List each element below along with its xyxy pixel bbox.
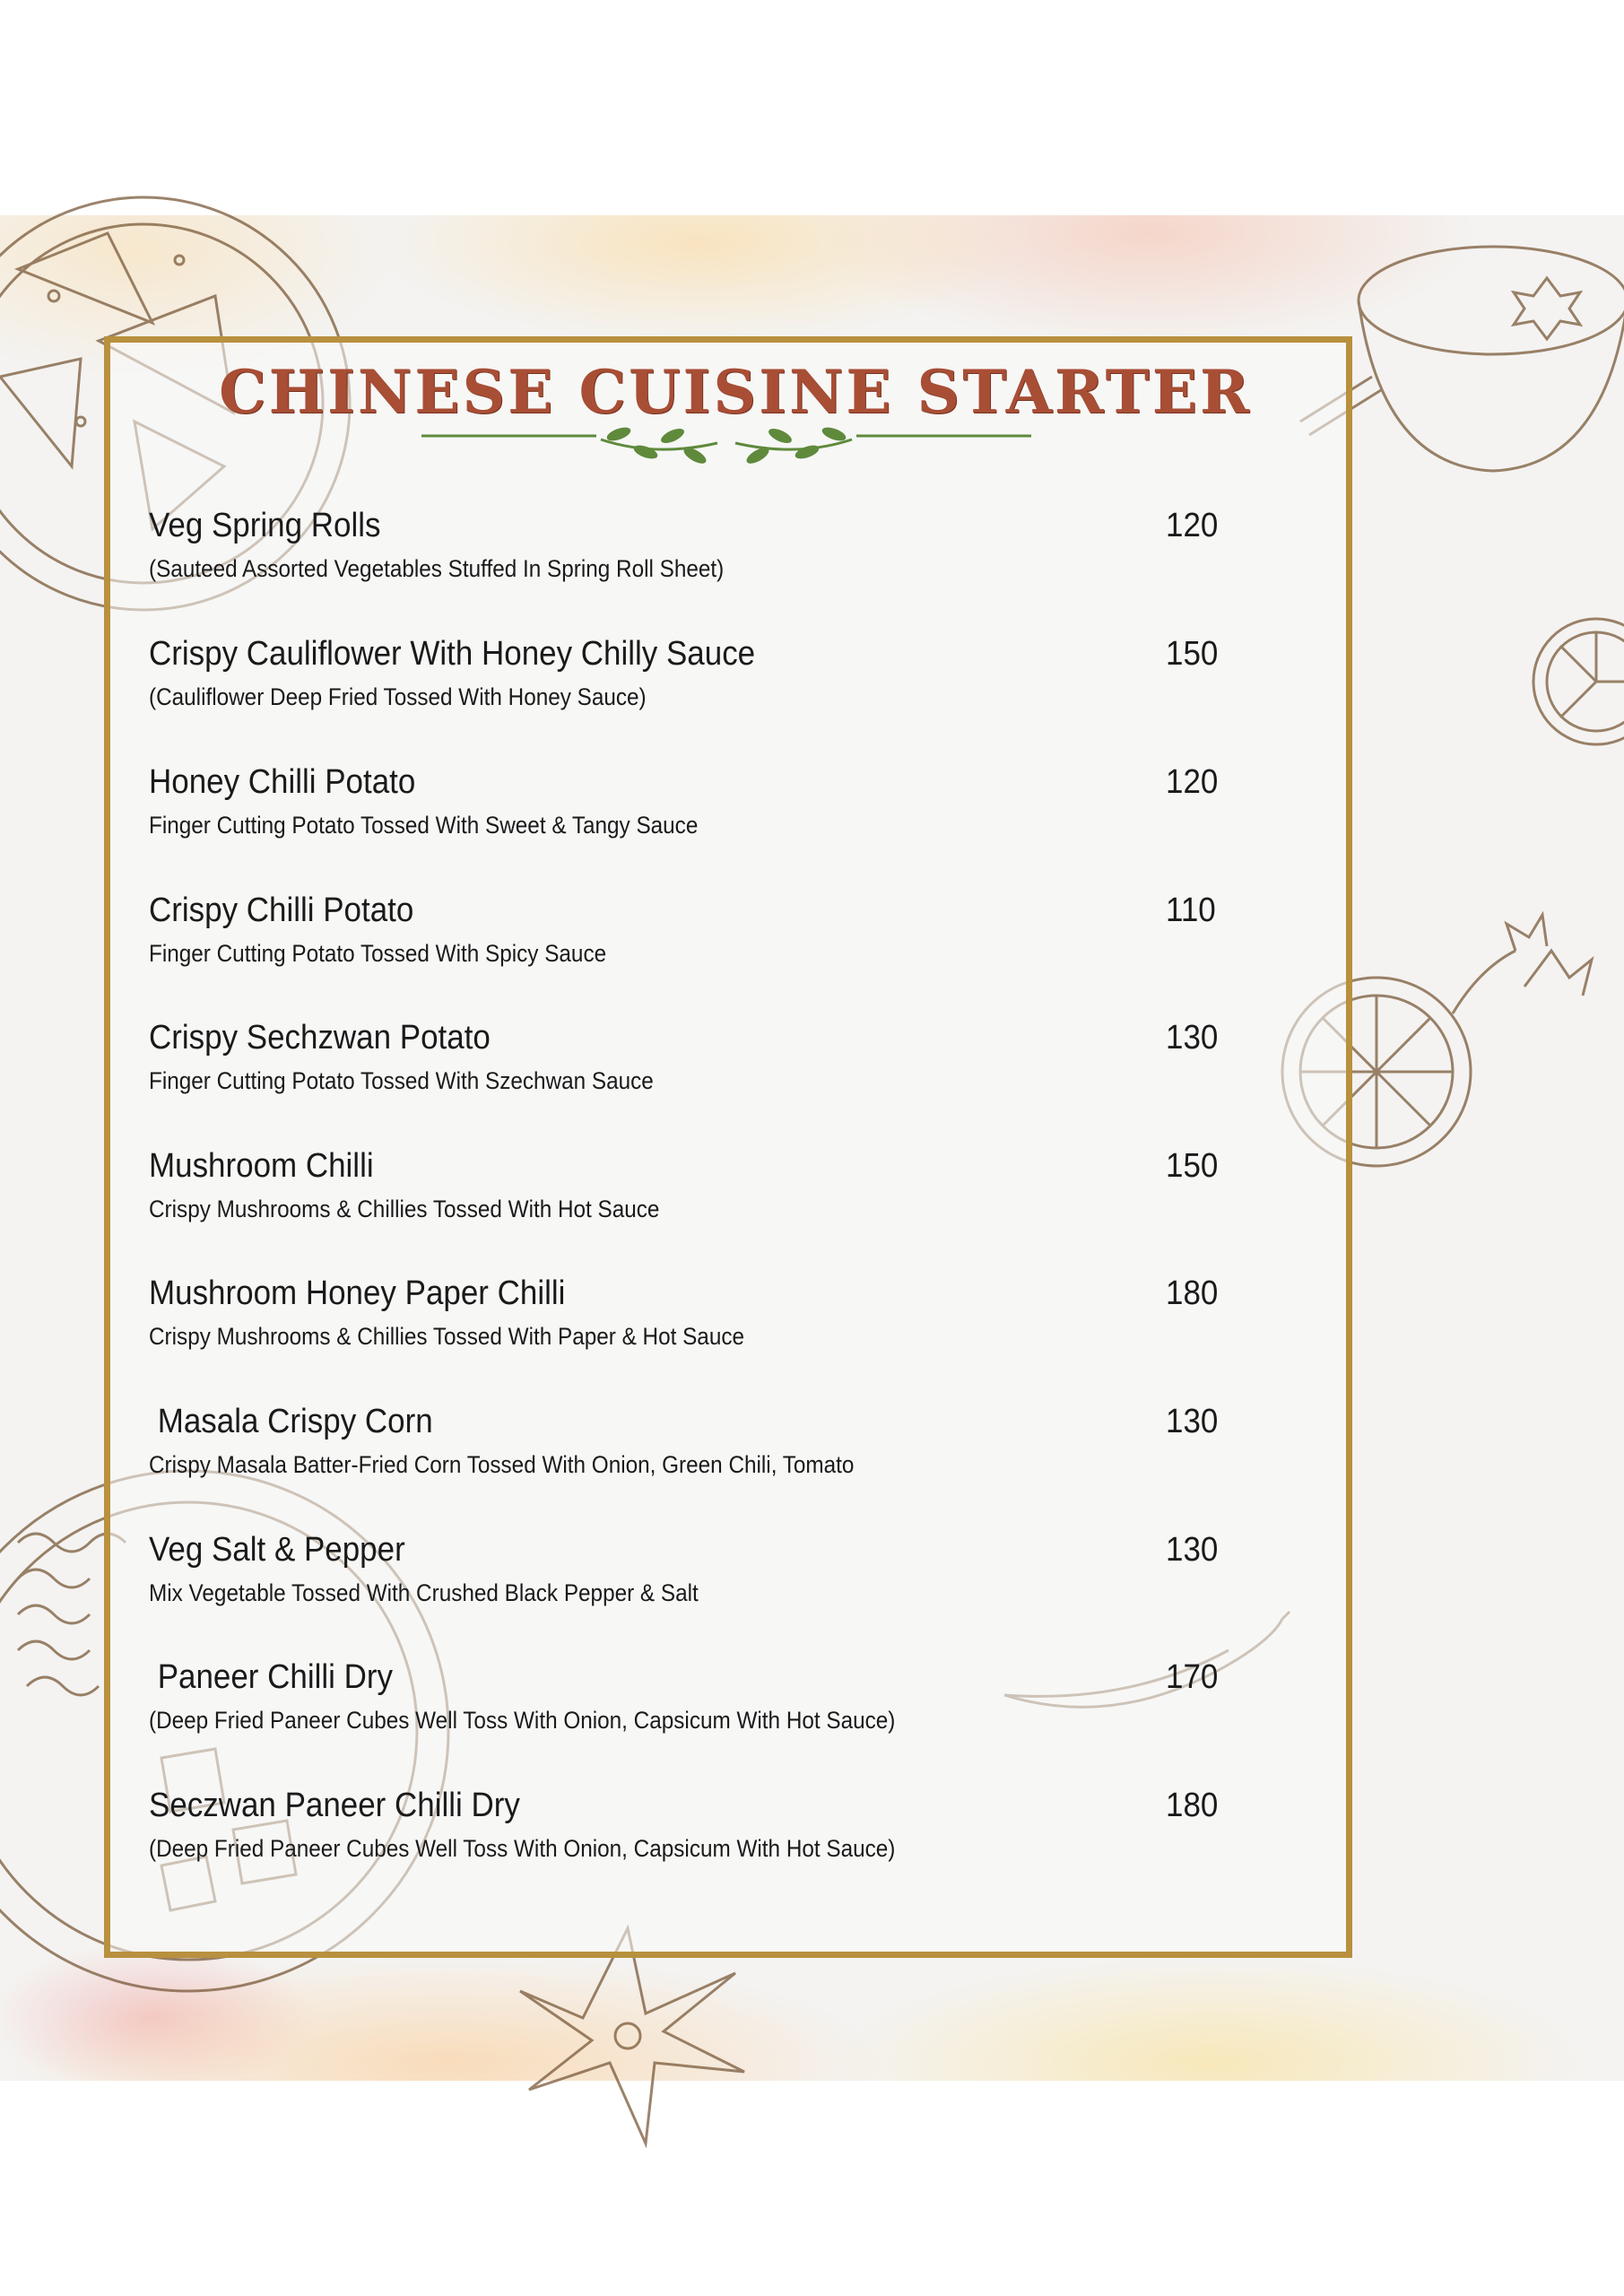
item-description: Finger Cutting Potato Tossed With Spicy Sauce [149,940,607,967]
menu-item [149,507,1225,596]
item-description: (Deep Fried Paneer Cubes Well Toss With Onion, Capsicum With Hot Sauce) [149,1835,896,1862]
item-name: Honey Chilli Potato [149,763,416,801]
menu-item [149,1531,1225,1621]
item-description: (Sauteed Assorted Vegetables Stuffed In Spring Roll Sheet) [149,555,725,582]
item-price: 110 [1166,891,1216,929]
item-price: 170 [1166,1658,1219,1696]
item-name: Paneer Chilli Dry [149,1658,394,1696]
leaf-divider-icon [421,422,1031,475]
item-name: Mushroom Chilli [149,1147,374,1185]
menu-item [149,1019,1225,1109]
item-price: 130 [1166,1019,1219,1057]
item-name: Veg Spring Rolls [149,507,381,544]
item-name: Crispy Chilli Potato [149,891,414,929]
item-description: Crispy Mushrooms & Chillies Tossed With Hot Sauce [149,1196,660,1222]
item-name: Veg Salt & Pepper [149,1531,405,1569]
item-description: Finger Cutting Potato Tossed With Sweet & Tangy Sauce [149,812,699,839]
item-name: Mushroom Honey Paper Chilli [149,1274,566,1312]
item-description: Crispy Masala Batter-Fried Corn Tossed With Onion, Green Chili, Tomato [149,1451,855,1478]
item-price: 150 [1166,1147,1219,1185]
item-price: 150 [1166,635,1219,673]
menu-item [149,1274,1225,1364]
item-price: 180 [1166,1787,1219,1824]
menu-item [149,635,1225,725]
item-description: Finger Cutting Potato Tossed With Szechwan Sauce [149,1067,654,1094]
menu-item [149,1658,1225,1748]
item-description: Crispy Mushrooms & Chillies Tossed With Paper & Hot Sauce [149,1323,745,1350]
item-description: (Cauliflower Deep Fried Tossed With Honey Sauce) [149,683,647,710]
menu-item [149,1787,1225,1876]
item-name: Masala Crispy Corn [149,1403,433,1440]
menu-item [149,763,1225,853]
item-name: Crispy Cauliflower With Honey Chilly Sauce [149,635,756,673]
item-description: (Deep Fried Paneer Cubes Well Toss With Onion, Capsicum With Hot Sauce) [149,1707,896,1734]
star-anise-sketch [520,1928,744,2144]
item-name: Seczwan Paneer Chilli Dry [149,1787,520,1824]
menu-item [149,1403,1225,1492]
item-price: 120 [1166,763,1219,801]
menu-item [149,1147,1225,1237]
menu-item [149,891,1225,981]
item-price: 130 [1166,1531,1219,1569]
menu-title: CHINESE CUISINE STARTER [219,357,1252,427]
item-description: Mix Vegetable Tossed With Crushed Black Pepper & Salt [149,1579,699,1606]
item-name: Crispy Sechzwan Potato [149,1019,491,1057]
item-price: 180 [1166,1274,1219,1312]
item-price: 130 [1166,1403,1219,1440]
item-price: 120 [1166,507,1219,544]
